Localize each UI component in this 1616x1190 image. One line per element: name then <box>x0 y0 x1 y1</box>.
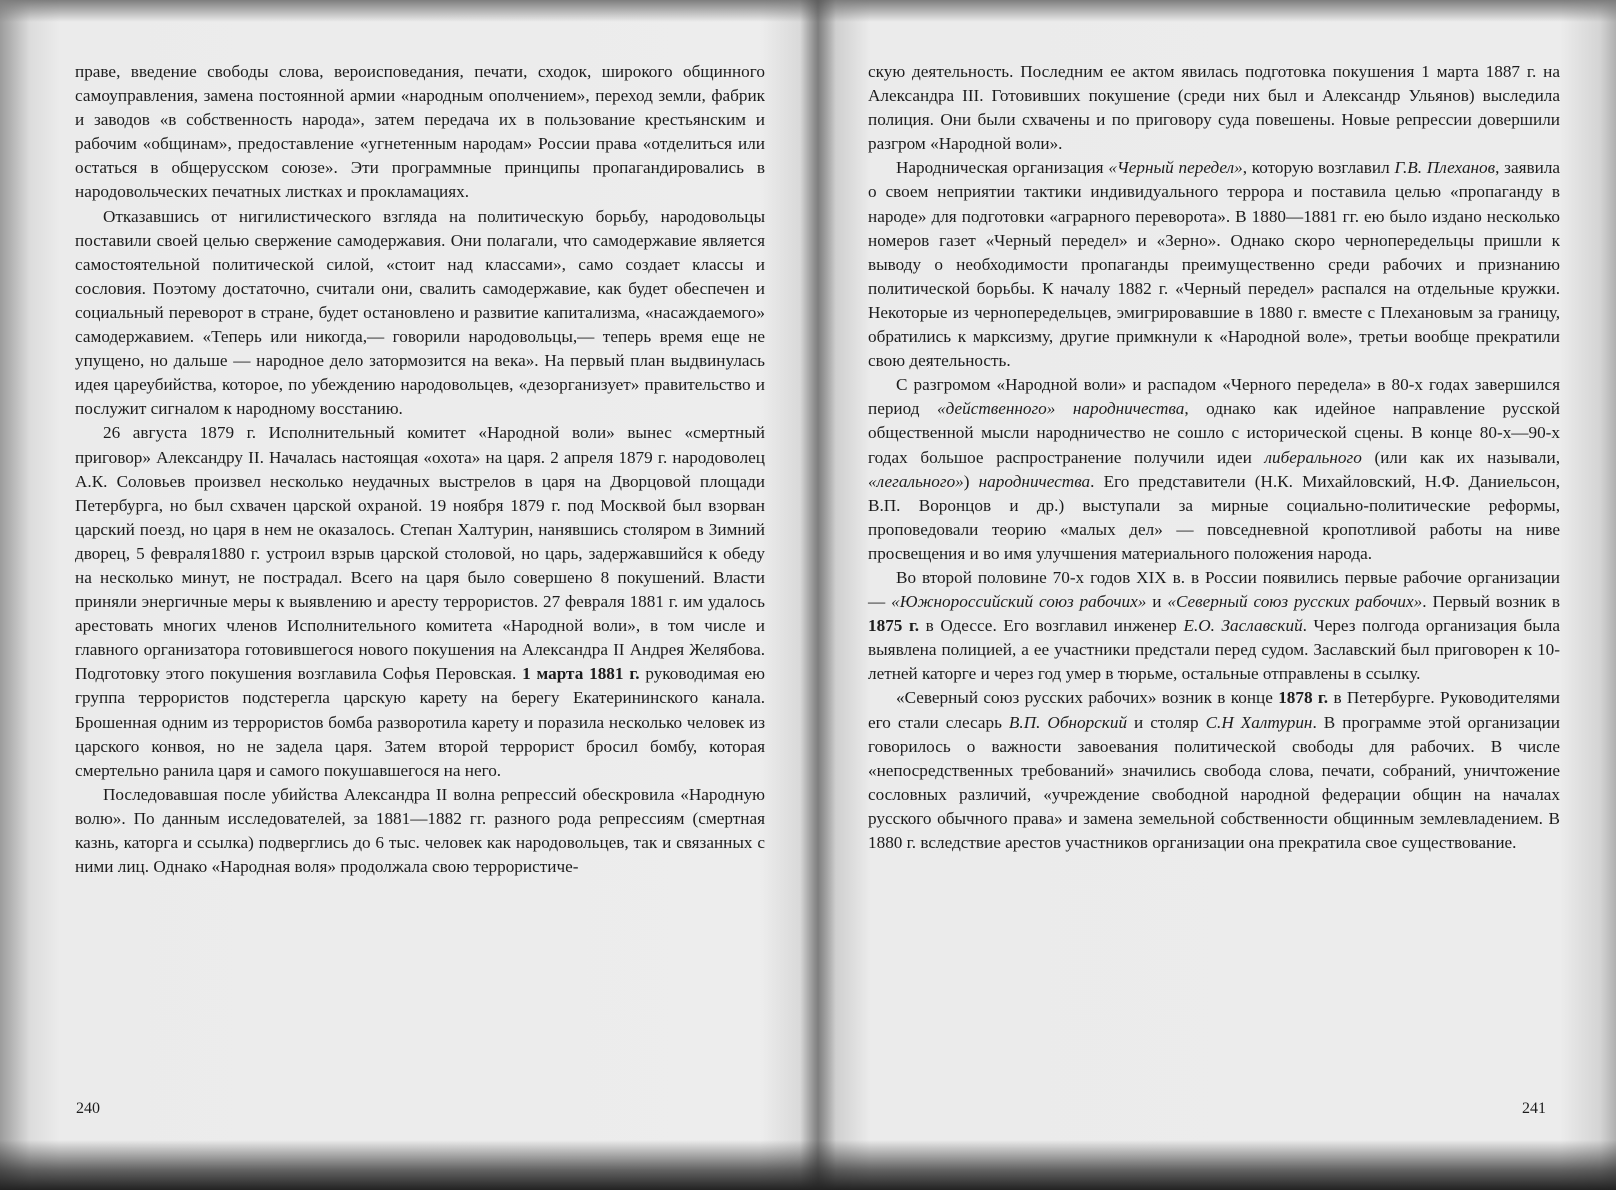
paragraph <box>75 421 765 782</box>
italic-text: «Северный союз русских рабочих» <box>1167 592 1423 612</box>
paragraph <box>75 783 765 879</box>
italic-text: либерального <box>1264 447 1362 467</box>
text-run: 26 августа 1879 г. Исполнительный комитет «Народной воли» вынес «смертный приговор» Александру II. Началась настоящая «охота» на царя. 2 апреля 1879 г. народоволец А.К. Соловьев произвел несколько неудачных выстрелов в царя на Дворцовой площади Петербурга, но был схвачен царской охраной. 19 ноября 1879 г. под Москвой был взорван царский поезд, но царя в нем не оказалось. Степан Халтурин, нанявшись столяром в Зимний дворец, 5 февраля1880 г. устроил взрыв царской столовой, но царь, задержавшийся к обеду на несколько минут, не пострадал. Всего на царя было совершено 8 покушений. Власти приняли энергичные меры к выявлению и аресту террористов. 27 февраля 1881 г. им удалось арестовать многих членов Исполнительного комитета «Народной воли», в том числе и главного организатора готовившегося нового покушения на Александра II Андрея Желябова. Подготовку этого покушения возглавила Софья Перовская. <box>75 423 765 684</box>
paragraph <box>868 686 1560 855</box>
text-run: , однако как идейное направление русской общественной мысли народничество не сошло с исторической сцены. В конце 80-х—90-х годах большое распространение получили идеи <box>868 399 1560 467</box>
text-run: в Одессе. Его возглавил инженер <box>919 616 1184 636</box>
right-page-number: 241 <box>1522 1100 1546 1117</box>
left-page-text <box>75 60 765 879</box>
text-run: , которую возглавил <box>1242 158 1395 178</box>
book-bottom-edge <box>0 1140 1616 1190</box>
italic-text: «Южнороссийский союз рабочих» <box>891 592 1147 612</box>
book-gutter <box>800 0 836 1190</box>
italic-text: В.П. Обнорский <box>1008 712 1128 732</box>
italic-text: «действенного» народничества <box>936 399 1185 419</box>
italic-text: «легального» <box>868 471 964 491</box>
text-run: . Первый возник в <box>1422 592 1560 612</box>
text-run: . Его представители (Н.К. Михайловский, Н.Ф. Даниельсон, В.П. Воронцов и др.) выступали за мирные социально-политические реформы, проповедовали теорию «малых дел» — повседневной кропотливой работы на ниве просвещения и во имя улучшения материального положения народа. <box>868 471 1560 563</box>
bold-text: 1 марта 1881 г. <box>522 664 640 684</box>
paragraph <box>75 60 765 205</box>
right-page-text <box>868 60 1560 855</box>
italic-text: народничества <box>978 471 1091 491</box>
text-run: . Через полгода организация была выявлена полицией, а ее участники предстали перед судом. Заславский был приговорен к 10-летней каторге и через год умер в тюрьме, остальные отправлены в ссылку. <box>868 616 1560 684</box>
text-run: , заявила о своем неприятии тактики индивидуального террора и поставила целью «пропаганду в народе» для подготовки «аграрного переворота». В 1880—1881 гг. ею было издано несколько номеров газет «Черный передел» и «Зерно». Однако скоро чернопередельцы пришли к выводу о необходимости пропаганды преимущественно среди рабочих и признанию политической борьбы. К началу 1882 г. «Черный передел» распался на отдельные кружки. Некоторые из чернопередельцев, эмигрировавшие в 1880 г. вместе с Плехановым за границу, обратились к марксизму, другие примкнули к «Народной воле», третьи вообще прекратили свою деятельность. <box>868 158 1561 371</box>
text-run: руководимая ею группа террористов подстерегла царскую карету на берегу Екатерининского канала. Брошенная одним из террористов бомба разворотила карету и поразила несколько человек из царского конвоя, но не задела царя. Затем второй террорист бросил бомбу, которая смертельно ранила царя и самого покушавшегося на него. <box>75 664 765 780</box>
text-run: и <box>1146 592 1168 612</box>
text-run: «Северный союз русских рабочих» возник в конце <box>896 688 1279 708</box>
italic-text: «Черный передел» <box>1108 158 1243 178</box>
text-run: и столяр <box>1127 712 1206 732</box>
text-run: в Петербурге. Руководителями его стали слесарь <box>868 688 1561 732</box>
text-run: ) <box>963 471 979 491</box>
bold-text: 1878 г. <box>1278 688 1329 708</box>
paragraph <box>868 566 1560 686</box>
paragraph <box>868 156 1560 373</box>
text-run: (или как их называли, <box>1361 447 1561 467</box>
italic-text: С.Н Халтурин <box>1205 712 1313 732</box>
text-run: Во второй половине 70-х годов XIX в. в России появились первые рабочие организации — <box>868 567 1560 612</box>
italic-text: Е.О. Заславский <box>1183 616 1303 636</box>
text-run: праве, введение свободы слова, вероисповедания, печати, сходок, широкого общинного самоуправления, замена постоянной армии «народным ополчением», переход земли, фабрик и заводов «в собственность народа», затем передача их в пользование крестьянским и рабочим «общинам», предоставление «угнетенным народам» России права «отделиться или остаться в общерусском союзе». Эти программные принципы пропагандировались в народовольческих печатных листках и прокламациях. <box>75 62 765 202</box>
text-run: . В программе этой организации говорилось о важности завоевания политической свободы для рабочих. В числе «непосредственных требований» значились свобода слова, печати, собраний, уничтожение сословных различий, «учреждение свободной народной федерации общин на началах русского обычного права» и замена земельной собственности общинным землевладением. В 1880 г. вследствие арестов участников организации она прекратила свое существование. <box>868 712 1560 852</box>
text-run: Народническая организация <box>896 158 1109 178</box>
italic-text: Г.В. Плеханов <box>1394 158 1496 178</box>
text-run: С разгромом «Народной воли» и распадом «Черного передела» в 80-х годах завершился период <box>868 375 1560 419</box>
paragraph <box>868 60 1560 156</box>
text-run: скую деятельность. Последним ее актом явилась подготовка покушения 1 марта 1887 г. на Александра III. Готовивших покушение (среди них был и Александр Ульянов) выследила полиция. Они были схвачены и по приговору суда повешены. Новые репрессии довершили разгром «Народной воли». <box>868 62 1560 154</box>
text-run: Отказавшись от нигилистического взгляда на политическую борьбу, народовольцы поставили своей целью свержение самодержавия. Они полагали, что самодержавие является самостоятельной политической силой, «стоит над классами», само создает классы и сословия. Поэтому достаточно, считали они, свалить самодержавие, как будет обеспечен и социальный переворот в стране, будет остановлено и развитие капитализма, «насаждаемого» самодержавием. «Теперь или никогда,— говорили народовольцы,— теперь время еще не упущено, но дальше — народное дело затормозится на века». На первый план выдвинулась идея цареубийства, которое, по убеждению народовольцев, «дезорганизует» правительство и послужит сигналом к народному восстанию. <box>75 206 765 419</box>
bold-text: 1875 г. <box>868 616 920 636</box>
text-run: Последовавшая после убийства Александра II волна репрессий обескровила «Народную волю». По данным исследователей, за 1881—1882 гг. разного рода репрессиям (смертная казнь, каторга и ссылка) подверглись до 6 тыс. человек как народовольцев, так и связанных с ними лиц. Однако «Народная воля» продолжала свою террористиче- <box>75 784 765 877</box>
paragraph <box>75 205 765 422</box>
paragraph <box>868 373 1560 566</box>
left-page-number: 240 <box>76 1100 100 1117</box>
